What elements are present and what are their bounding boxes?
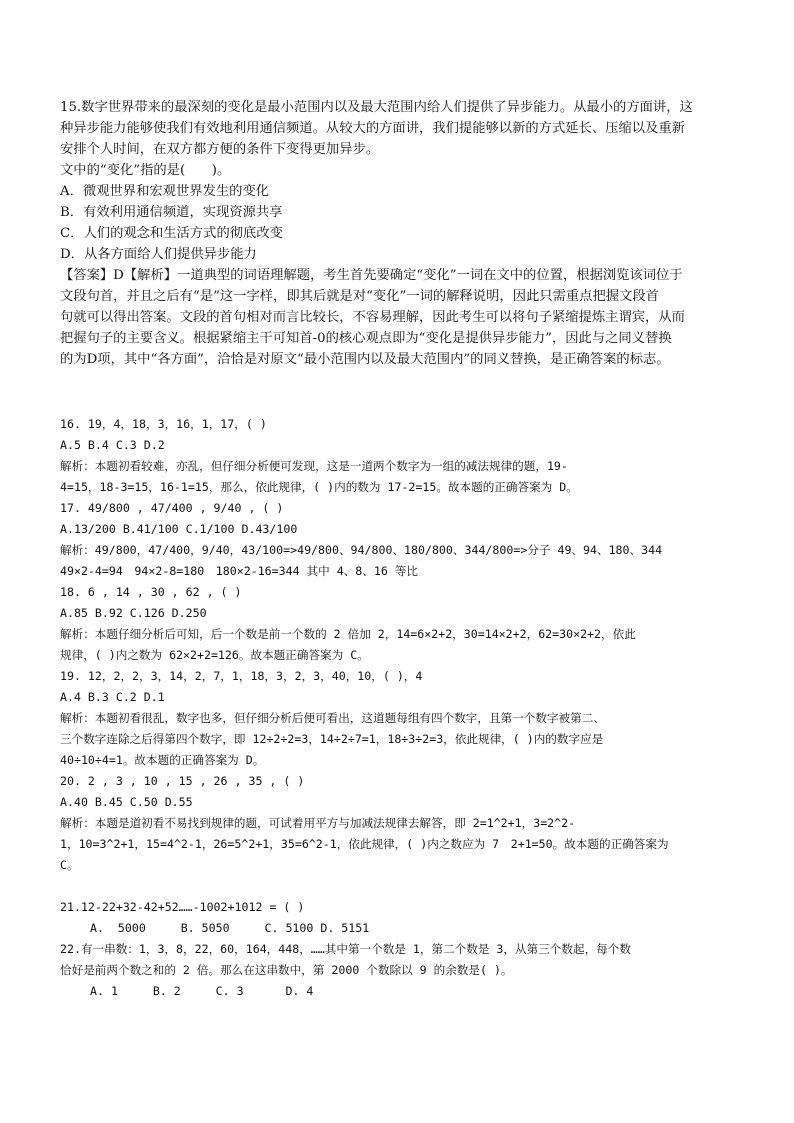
q15-option-c: C．人们的观念和生活方式的彻底改变: [60, 226, 283, 241]
q20-options: A.40 B.45 C.50 D.55: [60, 795, 193, 809]
q19-analysis-1: 解析：本题初看很乱，数字也多，但仔细分析后便可看出，这道题每组有四个数字，且第一个数字被第二、: [60, 711, 605, 725]
q15-answer-line-2: 文段句首，并且之后有“是”这一字样，即其后就是对“变化”一词的解释说明，因此只需重点把握文段首: [60, 289, 659, 304]
q20-analysis-2: 1，10=3^2+1，15=4^2-1，26=5^2+1，35=6^2-1，依此规律，( )内之数应为 7 2+1=50。故本题的正确答案为: [60, 837, 669, 851]
q15-option-d: D．从各方面给人们提供异步能力: [60, 247, 257, 262]
q18-options: A.85 B.92 C.126 D.250: [60, 606, 207, 620]
q17-analysis-1: 解析：49/800，47/400，9/40，43/100=>49/800、94/800、180/800、344/800=>分子 49、94、180、344: [60, 543, 663, 557]
q15-answer-line-4: 把握句子的主要含义。根据紧缩主干可知首-0的核心观点即为“变化是提供异步能力”，因此与之同义替换: [60, 331, 672, 346]
q19-analysis-3: 40÷10÷4=1。故本题的正确答案为 D。: [60, 753, 265, 767]
q15-answer-line-5: 的为D项，其中“各方面”，洽恰是对原文“最小范围内以及最大范围内”的同义替换，是正确答案的标志。: [60, 352, 670, 367]
q15-prompt: 文中的“变化”指的是( )。: [60, 163, 231, 178]
q19-options: A.4 B.3 C.2 D.1: [60, 690, 165, 704]
q22-line-1: 22.有一串数：1，3，8，22，60，164，448，……其中第一个数是 1，第二个数是 3，从第三个数起，每个数: [60, 942, 631, 956]
q20-question: 20. 2 , 3 , 10 , 15 , 26 , 35 , ( ): [60, 774, 305, 788]
q18-analysis-2: 规律，( )内之数为 62×2+2=126。故本题正确答案为 C。: [60, 648, 369, 662]
q22-options: A. 1 B. 2 C. 3 D. 4: [90, 984, 314, 998]
q21-question: 21.12-22+32-42+52……-1002+1012 = ( ): [60, 900, 305, 914]
q16-analysis-2: 4=15，18-3=15，16-1=15，那么，依此规律，( )内的数为 17-2=15。故本题的正确答案为 D。: [60, 480, 578, 494]
q15-line-1: 15.数字世界带来的最深刻的变化是最小范围内以及最大范围内给人们提供了异步能力。从最小的方面讲，这: [60, 100, 693, 115]
q21-options: A. 5000 B. 5050 C. 5100 D. 5151: [90, 921, 370, 935]
q16-question: 16. 19，4，18，3，16，1，17，( ): [60, 417, 267, 431]
q15-answer-line-3: 句就可以得出答案。文段的首句相对而言比较长，不容易理解，因此考生可以将句子紧缩提炼主谓宾，从而: [60, 310, 685, 325]
q17-question: 17. 49/800 , 47/400 , 9/40 , ( ): [60, 501, 284, 515]
q15-option-b: B．有效利用通信频道，实现资源共享: [60, 205, 283, 220]
q15-answer-line-1: 【答案】D【解析】一道典型的词语理解题，考生首先要确定“变化”一词在文中的位置，根据浏览该词位于: [60, 268, 683, 283]
q16-options: A.5 B.4 C.3 D.2: [60, 438, 165, 452]
q22-line-2: 恰好是前两个数之和的 2 倍。那么在这串数中，第 2000 个数除以 9 的余数是( )。: [60, 963, 513, 977]
q19-analysis-2: 三个数字连除之后得第四个数字，即 12÷2÷2=3，14÷2÷7=1，18÷3÷2=3，依此规律，( )内的数字应是: [60, 732, 604, 746]
q16-analysis-1: 解析：本题初看较难，亦乱，但仔细分析便可发现，这是一道两个数字为一组的减法规律的题，19-: [60, 459, 568, 473]
q20-analysis-1: 解析：本题是道初看不易找到规律的题，可试着用平方与加减法规律去解答，即 2=1^2+1，3=2^2-: [60, 816, 576, 830]
q18-question: 18. 6 , 14 , 30 , 62 , ( ): [60, 585, 242, 599]
q17-options: A.13/200 B.41/100 C.1/100 D.43/100: [60, 522, 298, 536]
q17-analysis-2: 49×2-4=94 94×2-8=180 180×2-16=344 其中 4、8、16 等比: [60, 564, 418, 578]
q20-analysis-3: C。: [60, 858, 79, 872]
q19-question: 19. 12，2，2，3，14，2，7，1，18，3，2，3，40，10，( )，4: [60, 669, 423, 683]
q15-line-2: 种异步能力能够使我们有效地利用通信频道。从较大的方面讲，我们提能够以新的方式延长、压缩以及重新: [60, 121, 685, 136]
q18-analysis-1: 解析：本题仔细分析后可知，后一个数是前一个数的 2 倍加 2，14=6×2+2，30=14×2+2，62=30×2+2，依此: [60, 627, 636, 641]
q15-option-a: A．微观世界和宏观世界发生的变化: [60, 184, 270, 199]
q15-line-3: 安排个人时间，在双方都方便的条件下变得更加异步。: [60, 142, 380, 157]
